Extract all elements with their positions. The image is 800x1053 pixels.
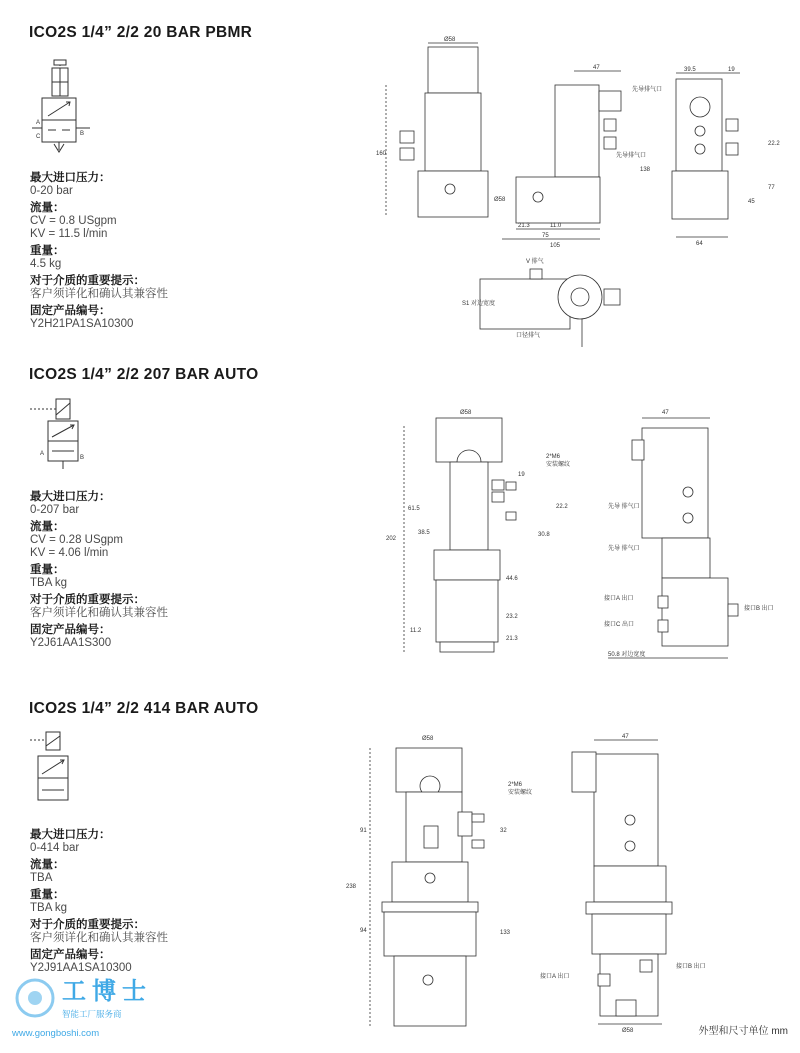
port-label: A — [36, 120, 41, 126]
dim-label: 138 — [640, 167, 651, 173]
dim-label: 75 — [542, 233, 549, 239]
pressure-label: 最大进口压力： — [30, 491, 111, 503]
dim-label: 19 — [728, 67, 735, 73]
watermark-logo-icon — [10, 973, 60, 1023]
dim-label: 47 — [593, 65, 600, 71]
kv-value: KV = 11.5 l/min — [30, 228, 108, 240]
dim-label: Ø58 — [460, 410, 472, 416]
dim-label: 22.2 — [556, 504, 568, 510]
media-label: 对于介质的重要提示： — [30, 275, 145, 287]
pressure-value: 0-20 bar — [30, 185, 73, 197]
part-value: Y2H21PA1SA10300 — [30, 318, 134, 330]
dim-note: 接口A 出口 — [540, 974, 570, 980]
section-title-1: ICO2S 1/4” 2/2 20 BAR PBMR — [29, 24, 253, 41]
pressure-label: 最大进口压力： — [30, 172, 111, 184]
drawing-3 — [340, 728, 706, 1034]
dim-label: 32 — [500, 828, 507, 834]
drawing-2 — [380, 400, 790, 670]
dim-label: Ø58 — [494, 197, 506, 203]
dim-label: 64 — [696, 241, 703, 247]
dim-label: 238 — [346, 884, 357, 890]
part-label: 固定产品编号： — [30, 305, 111, 317]
dim-label: 2*M6 — [546, 454, 561, 460]
dim-label: 22.2 — [768, 141, 780, 147]
pressure-label: 最大进口压力： — [30, 829, 111, 841]
dim-label: 38.5 — [418, 530, 430, 536]
dim-note: S1 对边宽度 — [462, 301, 496, 307]
dim-label: Ø58 — [444, 37, 456, 43]
pressure-value: 0-414 bar — [30, 842, 80, 854]
part-value: Y2J91AA1SA10300 — [30, 962, 132, 974]
dim-label: 91 — [360, 828, 367, 834]
part-label: 固定产品编号： — [30, 624, 111, 636]
dim-label: 45 — [748, 199, 755, 205]
port-label: B — [80, 131, 85, 137]
valve-symbol-3 — [30, 728, 86, 812]
flow-label: 流量： — [30, 859, 65, 871]
media-value: 客户须详化和确认其兼容性 — [30, 288, 168, 300]
dim-note: V 排气 — [526, 259, 544, 265]
dim-note: 口径排气 — [516, 333, 541, 339]
dim-label: 133 — [500, 930, 511, 936]
drawing-1 — [370, 35, 790, 355]
specs-1 — [30, 172, 270, 331]
dim-note: 接口B 出口 — [676, 964, 706, 970]
dim-label: 11.2 — [410, 628, 422, 634]
media-label: 对于介质的重要提示： — [30, 594, 145, 606]
part-label: 固定产品编号： — [30, 949, 111, 961]
weight-label: 重量： — [30, 564, 65, 576]
flow-value: TBA — [30, 872, 53, 884]
unit-note: 外型和尺寸单位 mm — [698, 1026, 788, 1037]
dim-note: 先导 排气口 — [608, 504, 640, 510]
port-label: B — [80, 455, 85, 461]
dim-label: 19 — [518, 472, 525, 478]
dim-label: Ø58 — [422, 736, 434, 742]
dim-note: 先导排气口 — [616, 153, 647, 159]
section-title-3: ICO2S 1/4” 2/2 414 BAR AUTO — [29, 700, 259, 717]
weight-label: 重量： — [30, 245, 65, 257]
dim-note: 先导 排气口 — [608, 546, 640, 552]
dim-label: 21.3 — [506, 636, 518, 642]
watermark-subtitle: 智能工厂服务商 — [62, 1009, 122, 1019]
weight-value: 4.5 kg — [30, 258, 62, 270]
media-value: 客户须详化和确认其兼容性 — [30, 932, 168, 944]
pressure-value: 0-207 bar — [30, 504, 80, 516]
port-label: A — [40, 451, 45, 457]
dim-note: 先导排气口 — [632, 87, 663, 93]
specs-2 — [30, 491, 270, 650]
section-title-2: ICO2S 1/4” 2/2 207 BAR AUTO — [29, 366, 259, 383]
dim-label: 77 — [768, 185, 775, 191]
dim-label: 61.5 — [408, 506, 420, 512]
part-value: Y2J61AA1S300 — [30, 637, 112, 649]
port-label: C — [36, 134, 41, 140]
dim-label: 44.6 — [506, 576, 518, 582]
valve-symbol-1 — [32, 58, 92, 158]
dim-note: 接口C 出口 — [604, 622, 635, 628]
media-label: 对于介质的重要提示： — [30, 919, 145, 931]
dim-label: 2*M6 — [508, 782, 523, 788]
dim-note: 安装螺纹 — [508, 790, 533, 796]
dim-label: 39.5 — [684, 67, 696, 73]
weight-label: 重量： — [30, 889, 65, 901]
dim-label: 105 — [550, 243, 561, 249]
dim-label: 202 — [386, 536, 397, 542]
dim-label: 30.8 — [538, 532, 550, 538]
dim-note: 接口B 出口 — [744, 606, 774, 612]
dim-label: Ø58 — [622, 1028, 634, 1034]
dim-label: 94 — [360, 928, 367, 934]
watermark-url: www.gongboshi.com — [12, 1028, 100, 1039]
dim-note: 安装螺纹 — [546, 462, 571, 468]
cv-value: CV = 0.8 USgpm — [30, 215, 117, 227]
dim-label: 23.2 — [506, 614, 518, 620]
dim-label: 160 — [376, 151, 387, 157]
dim-note: 接口A 出口 — [604, 596, 634, 602]
specs-3 — [30, 829, 270, 975]
kv-value: KV = 4.06 l/min — [30, 547, 109, 559]
media-value: 客户须详化和确认其兼容性 — [30, 607, 168, 619]
dim-note: 50.8 对边宽度 — [608, 652, 646, 658]
watermark-name: 工博士 — [62, 978, 152, 1005]
weight-value: TBA kg — [30, 577, 68, 589]
dim-label: 21.3 — [518, 223, 530, 229]
flow-label: 流量： — [30, 521, 65, 533]
dim-label: 47 — [622, 734, 629, 740]
flow-label: 流量： — [30, 202, 65, 214]
dim-label: 47 — [662, 410, 669, 416]
cv-value: CV = 0.28 USgpm — [30, 534, 124, 546]
valve-symbol-2 — [30, 395, 94, 475]
weight-value: TBA kg — [30, 902, 68, 914]
dim-label: 11.0 — [550, 223, 562, 229]
